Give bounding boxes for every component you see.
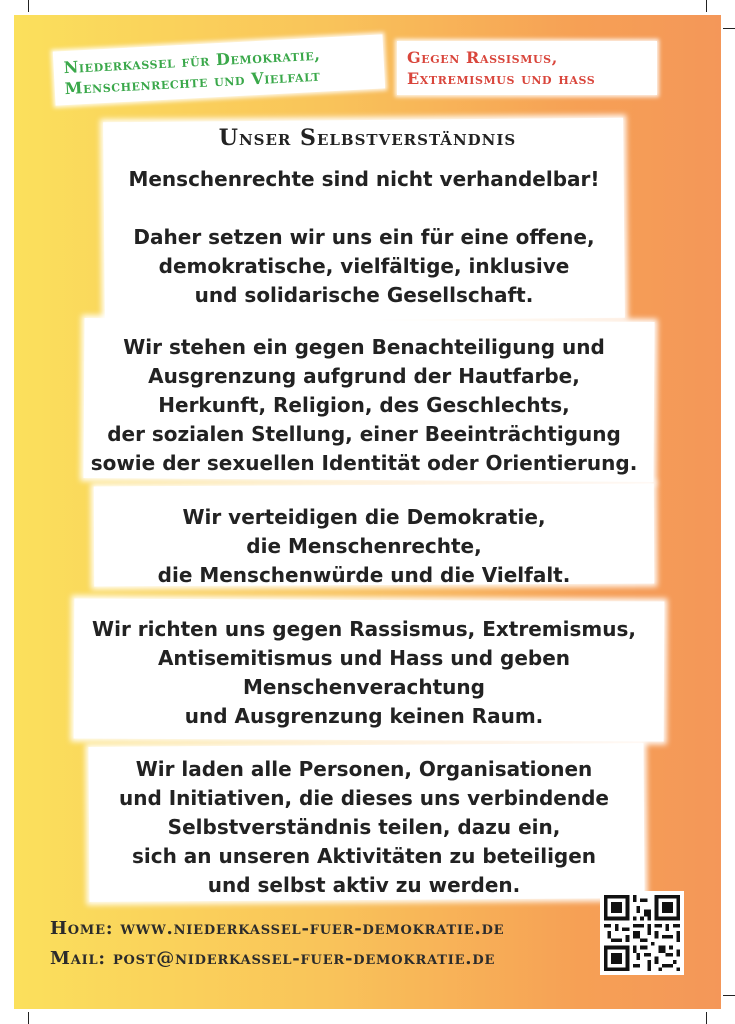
paragraph-1: Menschenrechte sind nicht verhandelbar!	[128, 167, 600, 191]
qr-code-icon	[600, 891, 684, 975]
page-title: Unser Selbstverständnis	[218, 125, 517, 151]
footer-home-link[interactable]: Home: www.niederkassel-fuer-demokratie.de	[50, 918, 505, 939]
crop-mark	[706, 0, 707, 12]
crop-mark	[723, 995, 735, 996]
crop-mark	[28, 0, 29, 12]
crop-mark	[723, 28, 735, 29]
tagline-against: Gegen Rassismus, Extremismus und hass	[397, 41, 657, 95]
crop-mark	[28, 1012, 29, 1024]
crop-mark	[706, 1012, 707, 1024]
flyer	[14, 15, 721, 1009]
paragraph-5: Wir richten uns gegen Rassismus, Extremismus, Antisemitismus und Hass und geben Menschenverachtung und Ausgrenzung keinen Raum.	[92, 617, 636, 728]
tagline-organisation: Niederkassel für Demokratie, Menschenrechte und Vielfalt	[53, 34, 385, 105]
paragraph-3: Wir stehen ein gegen Benachteiligung und Ausgrenzung aufgrund der Hautfarbe, Herkunft, Religion, des Geschlechts, der sozialen Stellung, einer Beeinträchtigung sowie der sexuellen Identität oder Orientierung.	[90, 335, 638, 475]
paragraph-2: Daher setzen wir uns ein für eine offene, demokratische, vielfältige, inklusive und solidarische Gesellschaft.	[133, 225, 595, 307]
footer-mail-link[interactable]: Mail: post@niderkassel-fuer-demokratie.de	[50, 948, 496, 969]
paragraph-6: Wir laden alle Personen, Organisationen und Initiativen, die dieses uns verbindende Selbstverständnis teilen, dazu ein, sich an unseren Aktivitäten zu beteiligen und selbst aktiv zu werden.	[118, 757, 609, 897]
paragraph-4: Wir verteidigen die Demokratie, die Menschenrechte, die Menschenwürde und die Vielfalt.	[157, 505, 571, 587]
